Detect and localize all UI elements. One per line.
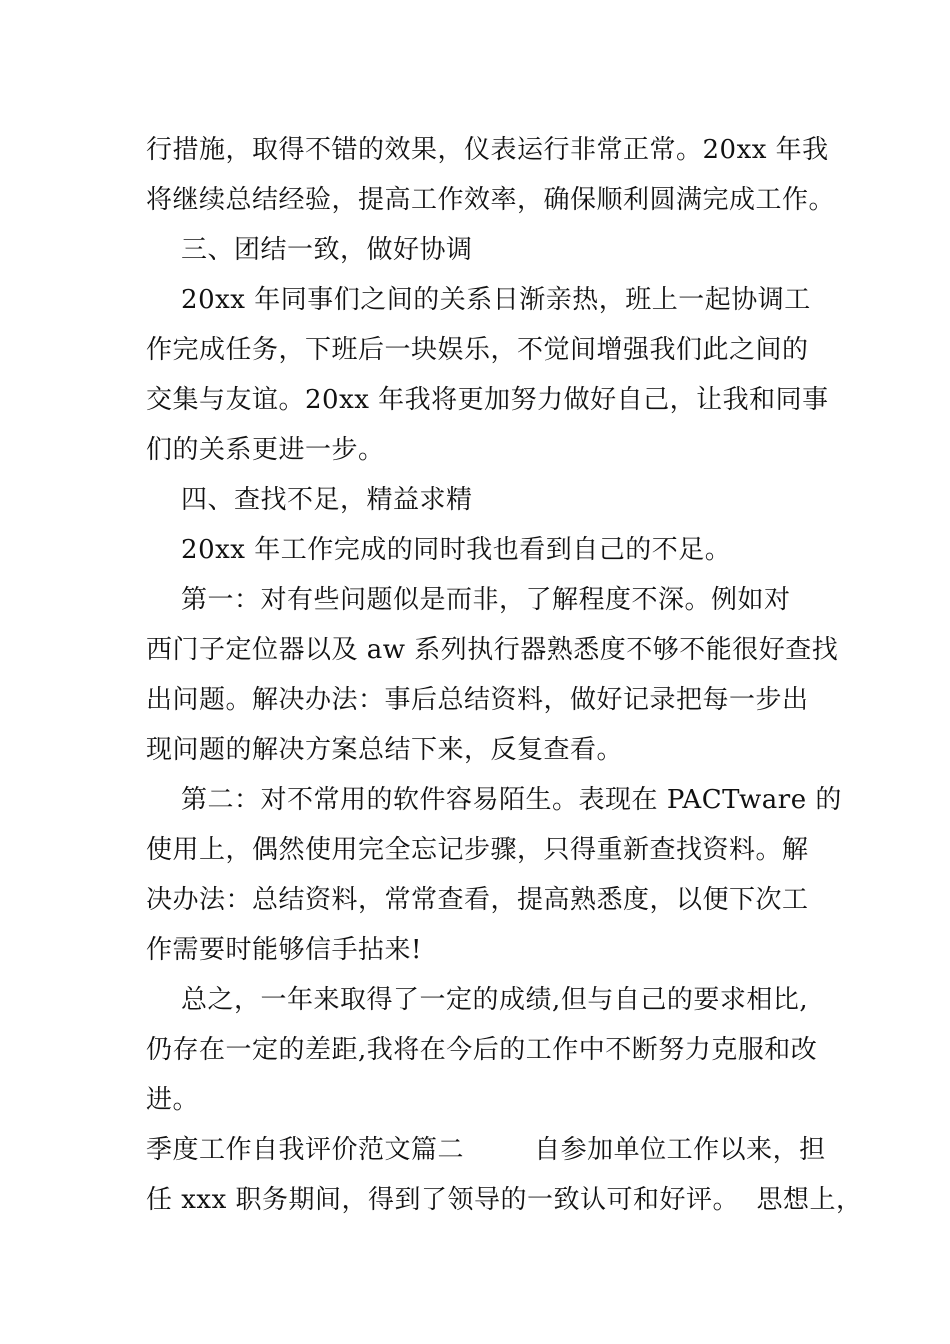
text-line: 进。 [146,1085,200,1115]
text-line: 作完成任务，下班后一块娱乐，不觉间增强我们此之间的 [146,335,809,365]
text-line: 现问题的解决方案总结下来，反复查看。 [146,735,624,765]
text-line: 总之，一年来取得了一定的成绩,但与自己的要求相比, [146,985,809,1015]
text-line: 将继续总结经验，提高工作效率，确保顺利圆满完成工作。 [146,185,836,215]
text-line: 第二：对不常用的软件容易陌生。表现在 PACTware 的 [146,785,842,815]
section-heading: 四、查找不足，精益求精 [146,485,473,515]
text-line: 20xx 年工作完成的同时我也看到自己的不足。 [146,535,732,565]
text-line: 决办法：总结资料，常常查看，提高熟悉度，以便下次工 [146,885,809,915]
text-line: 交集与友谊。20xx 年我将更加努力做好自己，让我和同事 [146,385,829,415]
text-line: 使用上，偶然使用完全忘记步骤，只得重新查找资料。解 [146,835,809,865]
text-line: 季度工作自我评价范文篇二 自参加单位工作以来，担 [146,1135,826,1165]
text-line: 西门子定位器以及 aw 系列执行器熟悉度不够不能很好查找 [146,635,839,665]
text-line: 们的关系更进一步。 [146,435,385,465]
text-line: 出问题。解决办法：事后总结资料，做好记录把每一步出 [146,685,809,715]
text-line: 20xx 年同事们之间的关系日渐亲热，班上一起协调工 [146,285,811,315]
text-line: 仍存在一定的差距,我将在今后的工作中不断努力克服和改 [146,1035,818,1065]
text-line: 行措施，取得不错的效果，仪表运行非常正常。20xx 年我 [146,135,829,165]
text-line: 第一：对有些问题似是而非，了解程度不深。例如对 [146,585,791,615]
text-line: 作需要时能够信手拈来! [146,935,422,965]
section-heading: 三、团结一致，做好协调 [146,235,473,265]
text-line: 任 xxx 职务期间，得到了领导的一致认可和好评。 思想上， [146,1185,863,1215]
